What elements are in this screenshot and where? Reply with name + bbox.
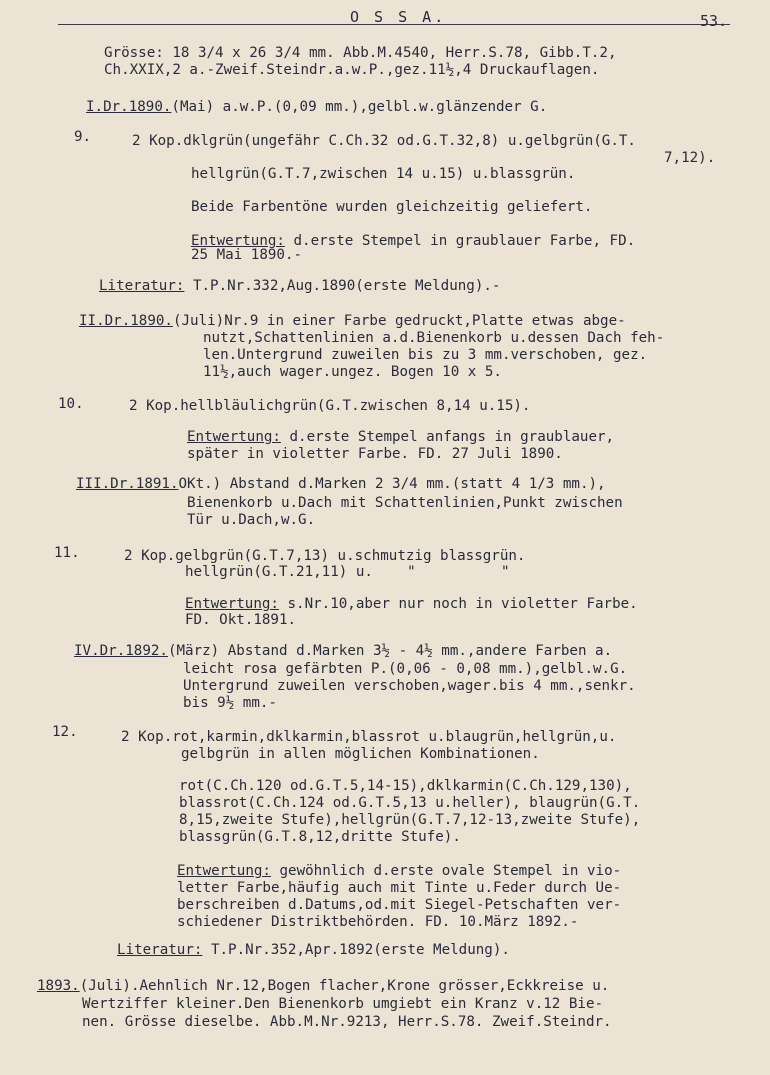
entry-9-line-1b: 7,12). bbox=[664, 150, 716, 166]
entry-9-entwertung-text: d.erste Stempel in graublauer Farbe, FD. bbox=[284, 233, 636, 249]
druck-3-heading: III.Dr.1891. bbox=[76, 476, 179, 492]
druck-2-line-1 bbox=[79, 313, 626, 329]
entry-9-entwertung-label: Entwertung: bbox=[191, 233, 285, 249]
entry-10-entwertung-label: Entwertung: bbox=[187, 429, 281, 445]
literatur-2-text: T.P.Nr.352,Apr.1892(erste Meldung). bbox=[202, 942, 510, 958]
entry-12-color-line-3: 8,15,zweite Stufe),hellgrün(G.T.7,12-13,zweite Stufe), bbox=[179, 812, 641, 828]
druck-4-heading: IV.Dr.1892. bbox=[74, 643, 168, 659]
year-1893-text-1: (Juli).Aehnlich Nr.12,Bogen flacher,Krone grösser,Eckkreise u. bbox=[79, 978, 610, 994]
druck-1-line bbox=[86, 99, 547, 115]
entry-11-entwertung-label: Entwertung: bbox=[185, 596, 279, 612]
entry-11-entwertung-text: s.Nr.10,aber nur noch in violetter Farbe. bbox=[278, 596, 638, 612]
druck-2-line-3: len.Untergrund zuweilen bis zu 3 mm.verschoben, gez. bbox=[203, 347, 648, 363]
entry-9-entwertung-line-2: 25 Mai 1890.- bbox=[191, 247, 303, 263]
entry-11-entwertung-line-2: FD. Okt.1891. bbox=[185, 612, 297, 628]
entry-10-number: 10. bbox=[58, 396, 84, 412]
entry-9-line-2: hellgrün(G.T.7,zwischen 14 u.15) u.blassgrün. bbox=[191, 166, 576, 182]
entry-12-line-1: 2 Kop.rot,karmin,dklkarmin,blassrot u.blaugrün,hellgrün,u. bbox=[121, 729, 617, 745]
entry-12-entwertung-line-3: berschreiben d.Datums,od.mit Siegel-Petschaften ver- bbox=[177, 897, 622, 913]
druck-4-text-1: (März) Abstand d.Marken 3½ - 4½ mm.,andere Farben a. bbox=[167, 643, 613, 659]
literatur-2-line bbox=[117, 942, 510, 958]
druck-4-line-4: bis 9½ mm.- bbox=[183, 695, 277, 711]
year-1893-line-1 bbox=[37, 978, 609, 994]
entry-10-entwertung-text: d.erste Stempel anfangs in graublauer, bbox=[280, 429, 615, 445]
druck-2-text-1: (Juli)Nr.9 in einer Farbe gedruckt,Platte etwas abge- bbox=[172, 313, 626, 329]
entry-11-line-2: hellgrün(G.T.21,11) u. " " bbox=[185, 564, 510, 580]
entry-10-entwertung-line-2: später in violetter Farbe. FD. 27 Juli 1890. bbox=[187, 446, 563, 462]
year-1893-heading: 1893. bbox=[37, 978, 80, 994]
entry-12-color-line-2: blassrot(C.Ch.124 od.G.T.5,13 u.heller), blaugrün(G.T. bbox=[179, 795, 641, 811]
druck-1-heading: I.Dr.1890. bbox=[86, 99, 172, 115]
entry-9-line-1: 2 Kop.dklgrün(ungefähr C.Ch.32 od.G.T.32,8) u.gelbgrün(G.T. bbox=[132, 133, 636, 149]
entry-11-entwertung-line-1 bbox=[185, 596, 638, 612]
entry-12-number: 12. bbox=[52, 724, 78, 740]
entry-12-entwertung-line-4: schiedener Distriktbehörden. FD. 10.März 1892.- bbox=[177, 914, 579, 930]
entry-11-line-1: 2 Kop.gelbgrün(G.T.7,13) u.schmutzig blassgrün. bbox=[124, 548, 526, 564]
druck-4-line-2: leicht rosa gefärbten P.(0,06 - 0,08 mm.),gelbl.w.G. bbox=[183, 661, 628, 677]
entry-12-color-line-1: rot(C.Ch.120 od.G.T.5,14-15),dklkarmin(C.Ch.129,130), bbox=[179, 778, 632, 794]
literatur-2-label: Literatur: bbox=[117, 942, 203, 958]
intro-line-2: Ch.XXIX,2 a.-Zweif.Steindr.a.w.P.,gez.11½,4 Druckauflagen. bbox=[104, 62, 600, 78]
intro-line-1: Grösse: 18 3/4 x 26 3/4 mm. Abb.M.4540, Herr.S.78, Gibb.T.2, bbox=[104, 45, 617, 61]
entry-12-entwertung-line-2: letter Farbe,häufig auch mit Tinte u.Feder durch Ue- bbox=[177, 880, 622, 896]
druck-2-line-4: 11½,auch wager.ungez. Bogen 10 x 5. bbox=[203, 364, 502, 380]
entry-12-color-line-4: blassgrün(G.T.8,12,dritte Stufe). bbox=[179, 829, 461, 845]
druck-4-line-1 bbox=[74, 643, 612, 659]
entry-10-line-1: 2 Kop.hellbläulichgrün(G.T.zwischen 8,14 u.15). bbox=[129, 398, 531, 414]
druck-3-line-3: Tür u.Dach,w.G. bbox=[187, 512, 316, 528]
druck-2-heading: II.Dr.1890. bbox=[79, 313, 173, 329]
druck-1-text: (Mai) a.w.P.(0,09 mm.),gelbl.w.glänzender G. bbox=[171, 99, 548, 115]
entry-12-entwertung-line-1 bbox=[177, 863, 621, 879]
year-1893-line-2: Wertziffer kleiner.Den Bienenkorb umgiebt ein Kranz v.12 Bie- bbox=[82, 996, 604, 1012]
druck-3-text-1: OKt.) Abstand d.Marken 2 3/4 mm.(statt 4 1/3 mm.), bbox=[178, 476, 606, 492]
entry-11-number: 11. bbox=[54, 545, 80, 561]
year-1893-line-3: nen. Grösse dieselbe. Abb.M.Nr.9213, Herr.S.78. Zweif.Steindr. bbox=[82, 1014, 612, 1030]
druck-3-line-1 bbox=[76, 476, 606, 492]
entry-9-number: 9. bbox=[74, 129, 92, 145]
literatur-1-line bbox=[99, 278, 500, 294]
druck-2-line-2: nutzt,Schattenlinien a.d.Bienenkorb u.dessen Dach feh- bbox=[203, 330, 665, 346]
page-number: 53. bbox=[700, 12, 728, 30]
entry-12-entwertung-label: Entwertung: bbox=[177, 863, 271, 879]
entry-9-line-3: Beide Farbentöne wurden gleichzeitig geliefert. bbox=[191, 199, 593, 215]
page-header-title: O S S A. bbox=[350, 8, 447, 26]
druck-4-line-3: Untergrund zuweilen verschoben,wager.bis 4 mm.,senkr. bbox=[183, 678, 636, 694]
entry-12-entwertung-text: gewöhnlich d.erste ovale Stempel in vio- bbox=[270, 863, 622, 879]
entry-10-entwertung-line-1 bbox=[187, 429, 614, 445]
literatur-1-label: Literatur: bbox=[99, 278, 185, 294]
literatur-1-text: T.P.Nr.332,Aug.1890(erste Meldung).- bbox=[184, 278, 501, 294]
druck-3-line-2: Bienenkorb u.Dach mit Schattenlinien,Punkt zwischen bbox=[187, 495, 623, 511]
entry-12-line-2: gelbgrün in allen möglichen Kombinationen. bbox=[181, 746, 540, 762]
